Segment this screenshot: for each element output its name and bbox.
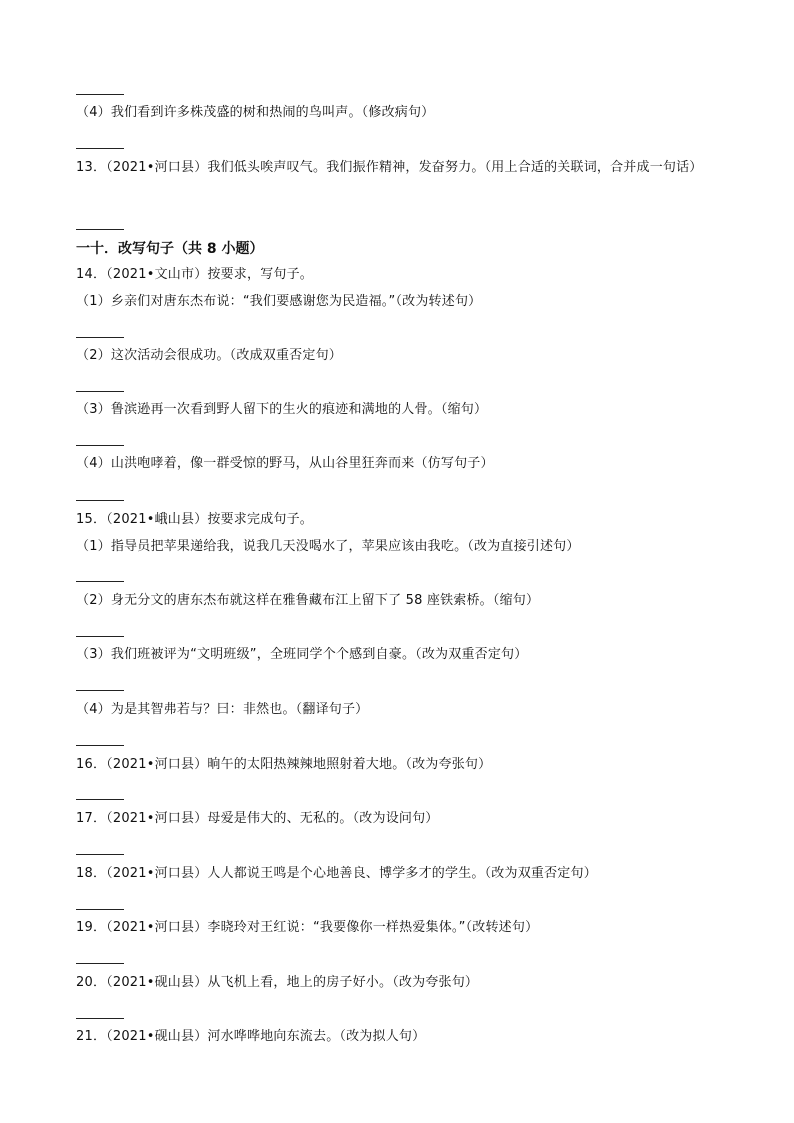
question-12-4: （4）我们看到许多株茂盛的树和热闹的鸟叫声。（修改病句） [76,105,435,120]
question-14-2: （2）这次活动会很成功。（改成双重否定句） [76,348,342,363]
answer-blank[interactable] [76,963,124,964]
question-15: 15．（2021•峨山县）按要求完成句子。 [76,512,313,527]
answer-blank[interactable] [76,337,124,338]
answer-blank[interactable] [76,391,124,392]
question-15-1: （1）指导员把苹果递给我，说我几天没喝水了，苹果应该由我吃。（改为直接引述句） [76,539,580,554]
question-14-1: （1）乡亲们对唐东杰布说：“我们要感谢您为民造福。”（改为转述句） [76,294,482,309]
question-21: 21．（2021•砚山县）河水哗哗地向东流去。（改为拟人句） [76,1029,426,1044]
question-17: 17．（2021•河口县）母爱是伟大的、无私的。（改为设问句） [76,811,439,826]
question-14-3: （3）鲁滨逊再一次看到野人留下的生火的痕迹和满地的人骨。（缩句） [76,402,488,417]
answer-blank[interactable] [76,581,124,582]
answer-blank[interactable] [76,1018,124,1019]
answer-blank[interactable] [76,799,124,800]
answer-blank[interactable] [76,854,124,855]
answer-blank[interactable] [76,909,124,910]
answer-blank[interactable] [76,745,124,746]
question-14: 14．（2021•文山市）按要求，写句子。 [76,267,313,282]
answer-blank[interactable] [76,636,124,637]
section-heading: 一十．改写句子（共 8 小题） [76,241,264,257]
answer-blank[interactable] [76,500,124,501]
question-18: 18．（2021•河口县）人人都说王鸣是个心地善良、博学多才的学生。（改为双重否定句） [76,866,597,881]
answer-blank[interactable] [76,229,124,230]
question-15-2: （2）身无分文的唐东杰布就这样在雅鲁藏布江上留下了 58 座铁索桥。（缩句） [76,593,540,608]
question-14-4: （4）山洪咆哮着，像一群受惊的野马，从山谷里狂奔而来（仿写句子） [76,456,494,471]
answer-blank[interactable] [76,690,124,691]
question-15-4: （4）为是其智弗若与？曰：非然也。（翻译句子） [76,702,369,717]
question-16: 16．（2021•河口县）晌午的太阳热辣辣地照射着大地。（改为夸张句） [76,757,492,772]
answer-blank[interactable] [76,94,124,95]
question-13: 13．（2021•河口县）我们低头唉声叹气。我们振作精神，发奋努力。（用上合适的关联词，合并成一句话） [76,160,703,175]
answer-blank[interactable] [76,445,124,446]
question-20: 20．（2021•砚山县）从飞机上看，地上的房子好小。（改为夸张句） [76,975,479,990]
question-19: 19．（2021•河口县）李晓玲对王红说：“我要像你一样热爱集体。”（改转述句） [76,920,539,935]
answer-blank[interactable] [76,148,124,149]
question-15-3: （3）我们班被评为“文明班级”，全班同学个个感到自豪。（改为双重否定句） [76,647,528,662]
